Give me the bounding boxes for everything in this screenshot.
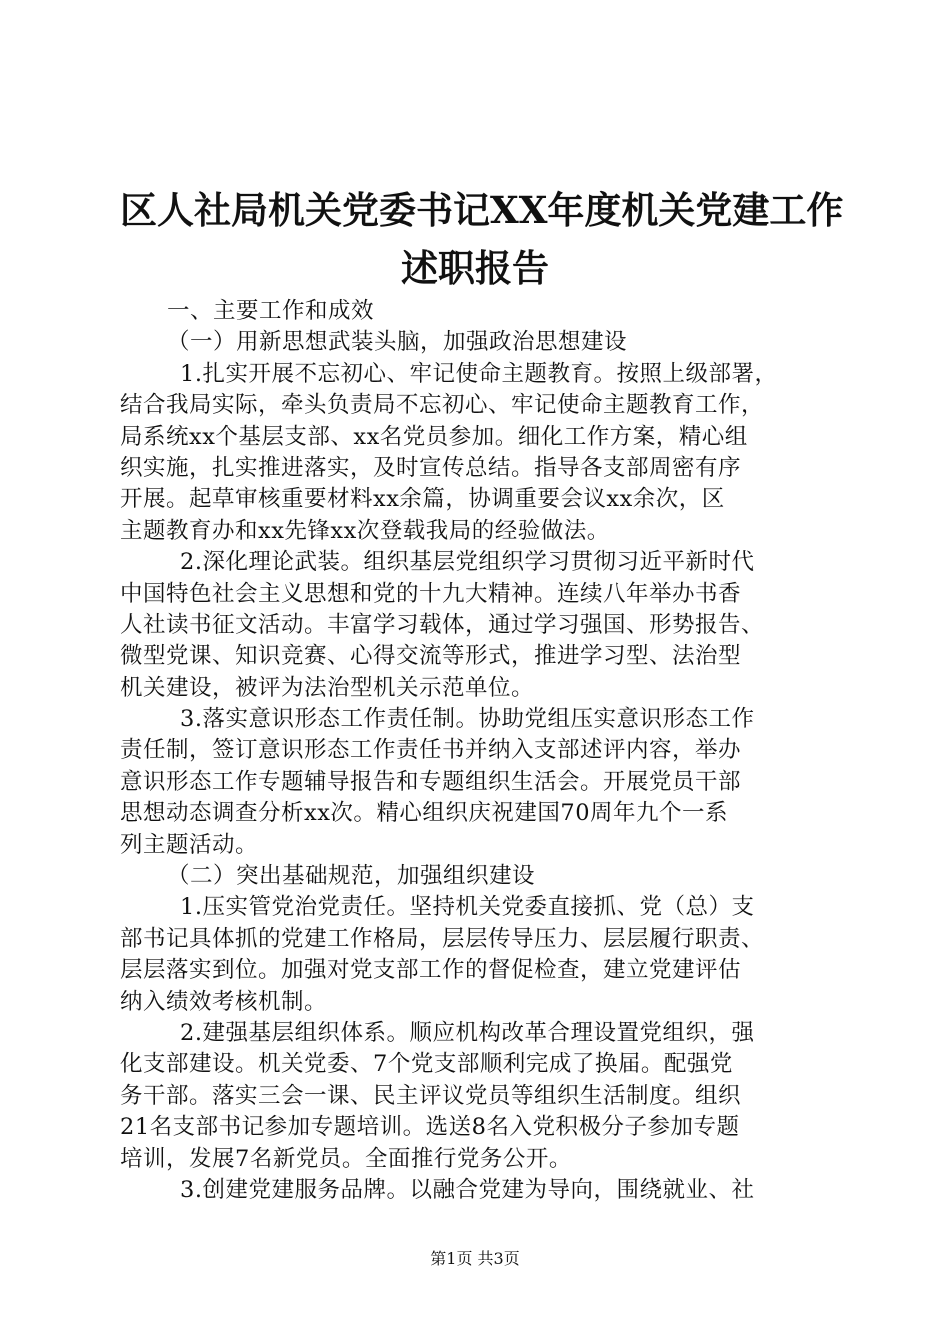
- paragraph-line: 列主题活动。: [120, 831, 259, 858]
- paragraph-line: 主题教育办和xx先锋xx次登载我局的经验做法。: [120, 517, 610, 544]
- paragraph-line: 3.创建党建服务品牌。以融合党建为导向，围绕就业、社: [180, 1176, 755, 1203]
- paragraph-line: 2.深化理论武装。组织基层党组织学习贯彻习近平新时代: [180, 549, 755, 576]
- subsection-heading: （一）用新思想武装头脑，加强政治思想建设: [167, 329, 628, 356]
- paragraph-line: 开展。起草审核重要材料xx余篇，协调重要会议xx余次，区: [120, 486, 725, 513]
- paragraph-line: 织实施，扎实推进落实，及时宣传总结。指导各支部周密有序: [120, 454, 742, 481]
- paragraph-line: 务干部。落实三会一课、民主评议党员等组织生活制度。组织: [120, 1082, 742, 1109]
- document-title-line-2: 述职报告: [401, 246, 549, 290]
- paragraph-line: 部书记具体抓的党建工作格局，层层传导压力、层层履行职责、: [120, 925, 765, 952]
- document-body: [120, 296, 840, 1206]
- paragraph-line: 纳入绩效考核机制。: [120, 988, 328, 1015]
- paragraph-line: 意识形态工作专题辅导报告和专题组织生活会。开展党员干部: [120, 768, 742, 795]
- paragraph-line: 3.落实意识形态工作责任制。协助党组压实意识形态工作: [180, 706, 755, 733]
- paragraph-line: 1.扎实开展不忘初心、牢记使命主题教育。按照上级部署，: [180, 360, 778, 387]
- paragraph-line: 结合我局实际，牵头负责局不忘初心、牢记使命主题教育工作，: [120, 392, 765, 419]
- paragraph-line: 微型党课、知识竞赛、心得交流等形式，推进学习型、法治型: [120, 643, 742, 670]
- paragraph-line: 培训，发展7名新党员。全面推行党务公开。: [120, 1145, 572, 1172]
- paragraph-line: 人社读书征文活动。丰富学习载体，通过学习强国、形势报告、: [120, 611, 765, 638]
- page-number-footer: 第1页 共3页: [430, 1249, 520, 1268]
- subsection-heading: （二）突出基础规范，加强组织建设: [167, 863, 536, 890]
- document-title-line-1: 区人社局机关党委书记XX年度机关党建工作: [120, 188, 844, 232]
- paragraph-line: 化支部建设。机关党委、7个党支部顺利完成了换届。配强党: [120, 1051, 733, 1078]
- paragraph-line: 机关建设，被评为法治型机关示范单位。: [120, 674, 535, 701]
- paragraph-line: 1.压实管党治党责任。坚持机关党委直接抓、党（总）支: [180, 894, 755, 921]
- paragraph-line: 思想动态调查分析xx次。精心组织庆祝建国70周年九个一系: [120, 800, 729, 827]
- paragraph-line: 2.建强基层组织体系。顺应机构改革合理设置党组织，强: [180, 1019, 755, 1046]
- paragraph-line: 中国特色社会主义思想和党的十九大精神。连续八年举办书香: [120, 580, 742, 607]
- paragraph-line: 21名支部书记参加专题培训。选送8名入党积极分子参加专题: [120, 1114, 740, 1141]
- paragraph-line: 责任制，签订意识形态工作责任书并纳入支部述评内容，举办: [120, 737, 742, 764]
- paragraph-line: 层层落实到位。加强对党支部工作的督促检查，建立党建评估: [120, 957, 742, 984]
- paragraph-line: 局系统xx个基层支部、xx名党员参加。细化工作方案，精心组: [120, 423, 748, 450]
- section-heading: 一、主要工作和成效: [167, 298, 375, 324]
